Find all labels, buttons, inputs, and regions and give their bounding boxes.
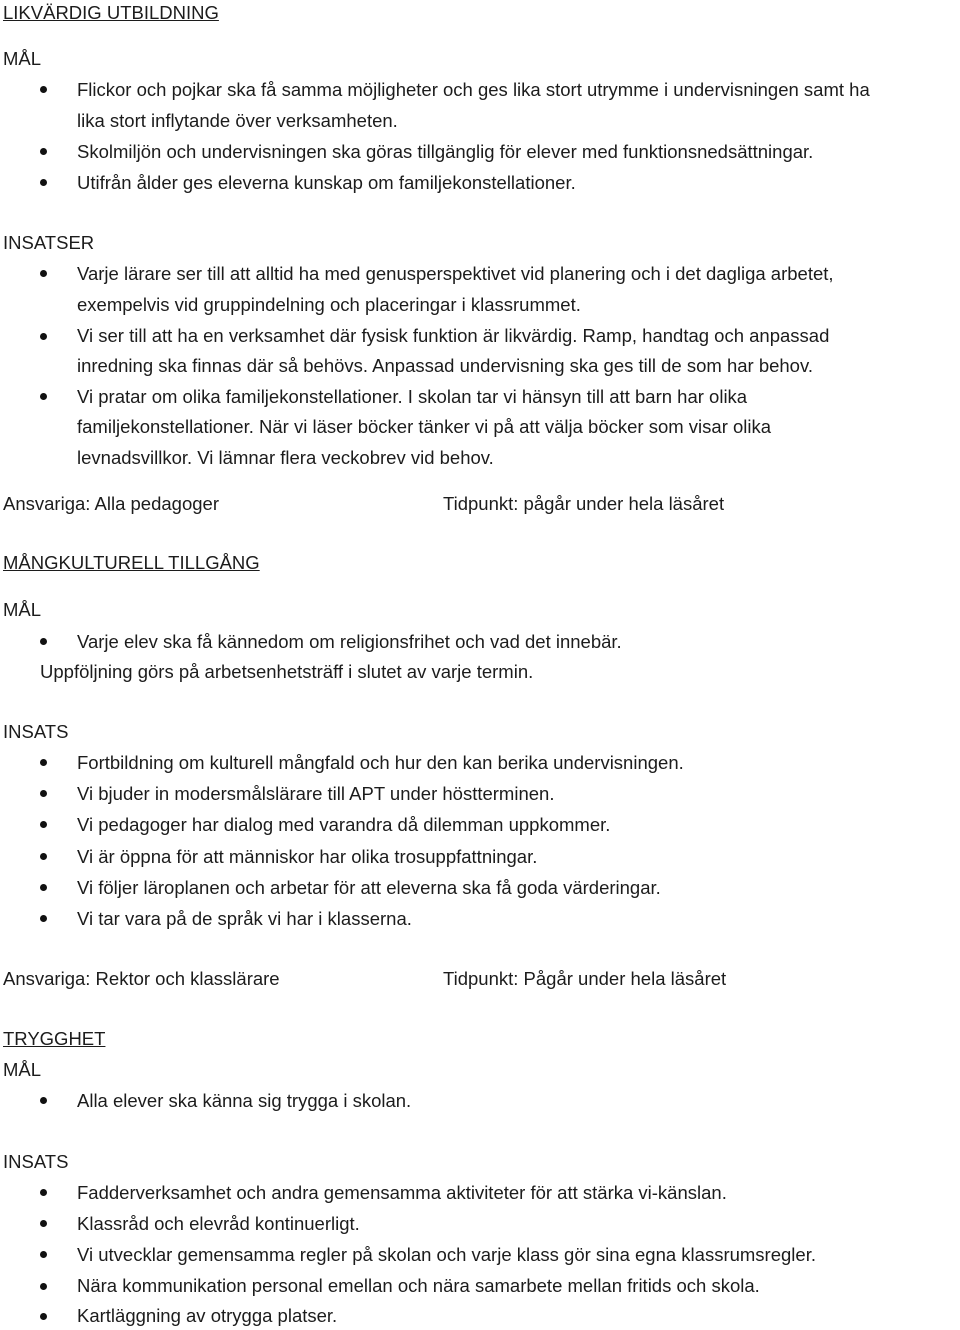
bullet-icon [40, 790, 47, 797]
action-item: Varje lärare ser till att alltid ha med genusperspektivet vid planering och i det dagliga arbetet, [77, 263, 834, 284]
action-label: INSATS [3, 1151, 69, 1172]
goal-label: MÅL [3, 1059, 42, 1080]
followup-text: Uppföljning görs på arbetsenhetsträff i slutet av varje termin. [40, 661, 534, 682]
bullet-icon [40, 1220, 47, 1227]
action-item: Nära kommunikation personal emellan och nära samarbete mellan fritids och skola. [77, 1275, 760, 1296]
bullet-icon [40, 1283, 47, 1290]
goal-item: Flickor och pojkar ska få samma möjligheter och ges lika stort utrymme i undervisningen samt ha [77, 79, 870, 100]
action-item: Fadderverksamhet och andra gemensamma aktiviteter för att stärka vi-känslan. [77, 1182, 727, 1203]
bullet-icon [40, 1251, 47, 1258]
bullet-icon [40, 270, 47, 277]
action-item: Vi pedagoger har dialog med varandra då dilemman uppkommer. [77, 814, 611, 835]
action-item-continuation: exempelvis vid gruppindelning och placeringar i klassrummet. [77, 294, 581, 315]
bullet-icon [40, 179, 47, 186]
goal-item: Skolmiljön och undervisningen ska göras tillgänglig för elever med funktionsnedsättningar. [77, 141, 814, 162]
bullet-icon [40, 884, 47, 891]
bullet-icon [40, 853, 47, 860]
action-item: Vi pratar om olika familjekonstellationer. I skolan tar vi hänsyn till att barn har olika [77, 386, 748, 407]
action-item: Vi följer läroplanen och arbetar för att eleverna ska få goda värderingar. [77, 877, 661, 898]
bullet-icon [40, 759, 47, 766]
responsible-text: Ansvariga: Rektor och klasslärare [3, 968, 280, 989]
goal-item-continuation: lika stort inflytande över verksamheten. [77, 110, 398, 131]
bullet-icon [40, 821, 47, 828]
action-label: INSATSER [3, 232, 95, 253]
action-item-continuation: familjekonstellationer. När vi läser böcker tänker vi på att välja böcker som visar olika [77, 416, 772, 437]
action-item: Klassråd och elevråd kontinuerligt. [77, 1213, 360, 1234]
goal-item: Alla elever ska känna sig trygga i skolan. [77, 1090, 412, 1111]
action-item: Vi utvecklar gemensamma regler på skolan och varje klass gör sina egna klassrumsregler. [77, 1244, 816, 1265]
action-item: Fortbildning om kulturell mångfald och hur den kan berika undervisningen. [77, 752, 684, 773]
action-item-continuation: inredning ska finnas där så behövs. Anpassad undervisning ska ges till de som har behov. [77, 355, 813, 376]
bullet-icon [40, 1313, 47, 1320]
section-title: MÅNGKULTURELL TILLGÅNG [3, 552, 260, 573]
action-item: Vi är öppna för att människor har olika trosuppfattningar. [77, 846, 538, 867]
timing-text: Tidpunkt: Pågår under hela läsåret [443, 968, 727, 989]
bullet-icon [40, 393, 47, 400]
bullet-icon [40, 86, 47, 93]
action-item: Vi ser till att ha en verksamhet där fysisk funktion är likvärdig. Ramp, handtag och anpassad [77, 325, 830, 346]
responsible-text: Ansvariga: Alla pedagoger [3, 493, 219, 514]
timing-text: Tidpunkt: pågår under hela läsåret [443, 493, 725, 514]
action-item-continuation: levnadsvillkor. Vi lämnar flera veckobrev vid behov. [77, 447, 494, 468]
bullet-icon [40, 333, 47, 340]
bullet-icon [40, 638, 47, 645]
action-item: Vi bjuder in modersmålslärare till APT under höstterminen. [77, 783, 555, 804]
bullet-icon [40, 148, 47, 155]
goal-label: MÅL [3, 48, 42, 69]
bullet-icon [40, 915, 47, 922]
bullet-icon [40, 1189, 47, 1196]
action-item: Vi tar vara på de språk vi har i klasserna. [77, 908, 412, 929]
action-item: Kartläggning av otrygga platser. [77, 1305, 338, 1326]
section-title: TRYGGHET [3, 1028, 106, 1049]
goal-item: Varje elev ska få kännedom om religionsfrihet och vad det innebär. [77, 631, 622, 652]
goal-label: MÅL [3, 599, 42, 620]
section-title: LIKVÄRDIG UTBILDNING [3, 2, 219, 23]
bullet-icon [40, 1097, 47, 1104]
goal-item: Utifrån ålder ges eleverna kunskap om familjekonstellationer. [77, 172, 576, 193]
action-label: INSATS [3, 721, 69, 742]
